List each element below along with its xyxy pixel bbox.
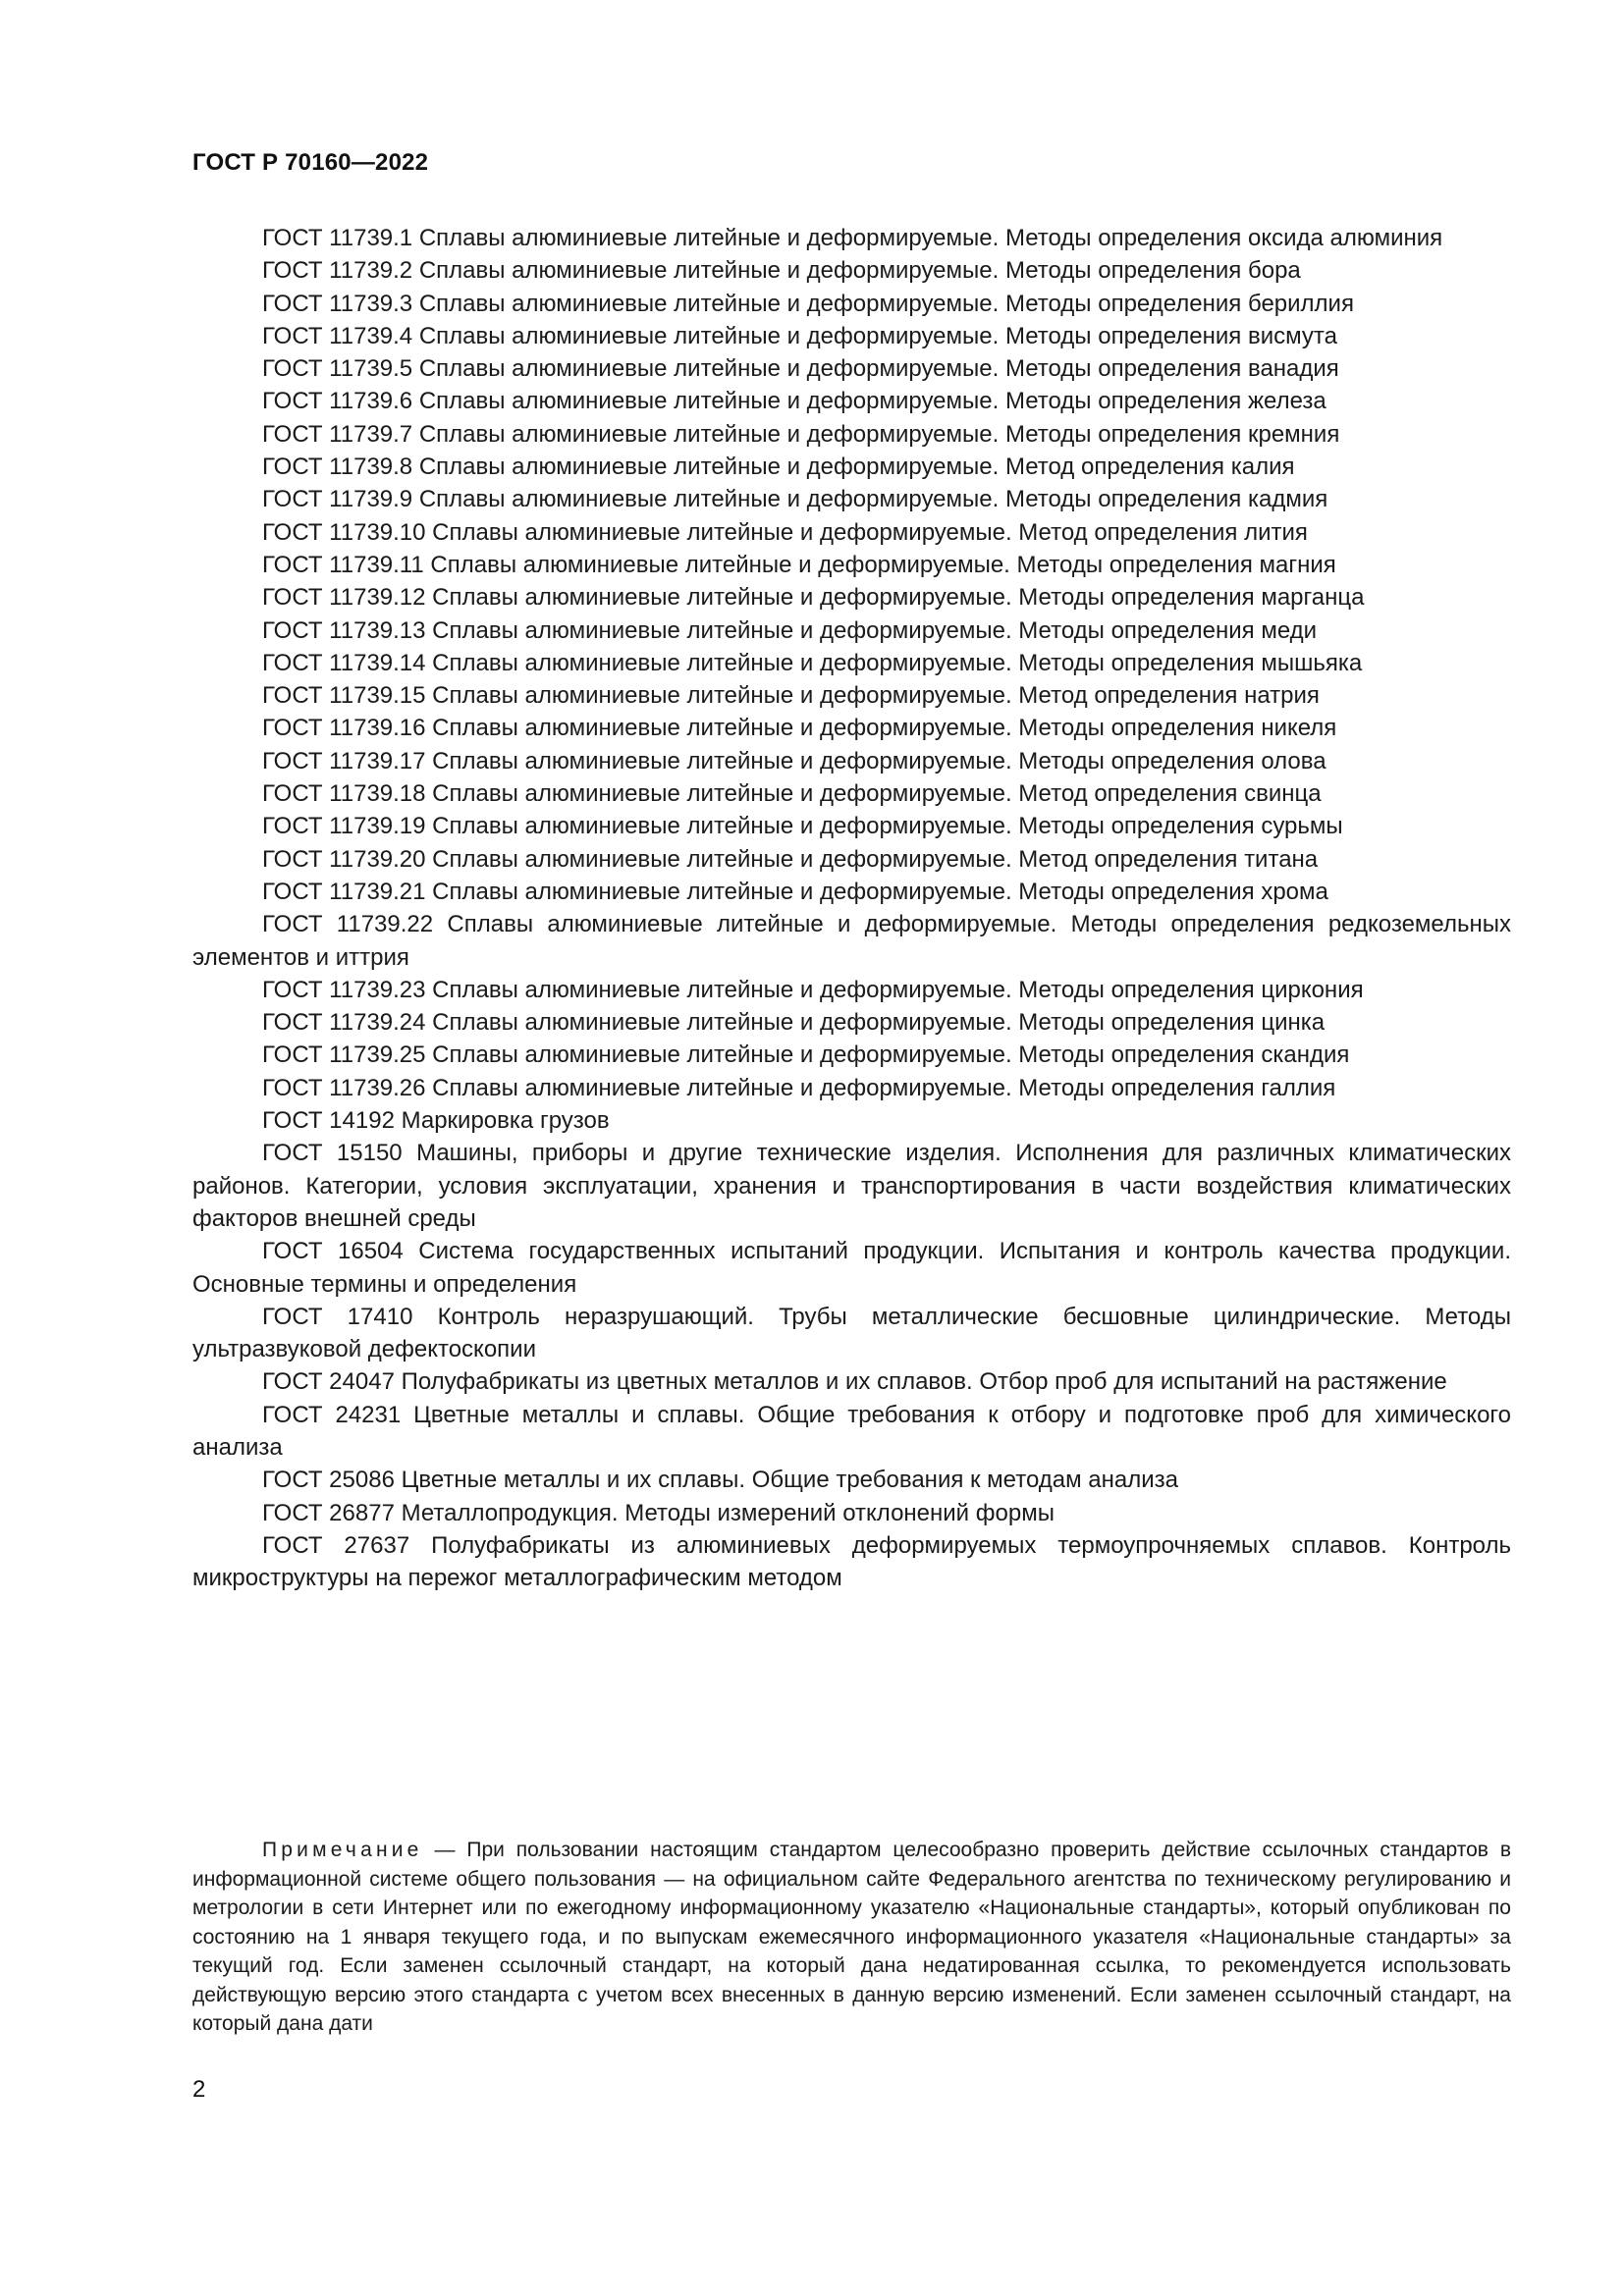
reference-item: ГОСТ 11739.9 Сплавы алюминиевые литейные и деформируемые. Методы определения кадмия xyxy=(262,486,1328,513)
reference-item: ГОСТ 11739.2 Сплавы алюминиевые литейные и деформируемые. Методы определения бора xyxy=(262,257,1301,285)
reference-item: ГОСТ 24047 Полуфабрикаты из цветных металлов и их сплавов. Отбор проб для испытаний на растяжение xyxy=(262,1368,1447,1396)
reference-item: ГОСТ 11739.7 Сплавы алюминиевые литейные и деформируемые. Методы определения кремния xyxy=(262,420,1340,448)
reference-item: ГОСТ 11739.25 Сплавы алюминиевые литейные и деформируемые. Методы определения скандия xyxy=(262,1041,1350,1069)
reference-item: ГОСТ 24231 Цветные металлы и сплавы. Общие требования к отбору и подготовке проб для химического анализа xyxy=(192,1401,1511,1461)
page-number: 2 xyxy=(192,2076,206,2103)
reference-item: ГОСТ 11739.14 Сплавы алюминиевые литейные и деформируемые. Методы определения мышьяка xyxy=(262,649,1363,676)
reference-item: ГОСТ 11739.17 Сплавы алюминиевые литейные и деформируемые. Методы определения олова xyxy=(262,747,1326,774)
reference-item: ГОСТ 25086 Цветные металлы и их сплавы. Общие требования к методам анализа xyxy=(262,1467,1178,1494)
reference-item: ГОСТ 11739.23 Сплавы алюминиевые литейные и деформируемые. Методы определения циркония xyxy=(262,976,1364,1003)
reference-item: ГОСТ 11739.10 Сплавы алюминиевые литейные и деформируемые. Метод определения лития xyxy=(262,518,1308,546)
reference-item: ГОСТ 11739.20 Сплавы алюминиевые литейные и деформируемые. Метод определения титана xyxy=(262,845,1319,873)
reference-item: ГОСТ 11739.6 Сплавы алюминиевые литейные и деформируемые. Методы определения железа xyxy=(262,388,1326,415)
document-code-header: ГОСТ Р 70160—2022 xyxy=(192,149,429,176)
reference-item: ГОСТ 11739.11 Сплавы алюминиевые литейные и деформируемые. Методы определения магния xyxy=(262,551,1336,578)
reference-item: ГОСТ 14192 Маркировка грузов xyxy=(262,1107,610,1135)
reference-item: ГОСТ 17410 Контроль неразрушающий. Трубы металлические бесшовные цилиндрические. Методы ультразвуковой дефектоскопии xyxy=(192,1303,1511,1363)
reference-item: ГОСТ 26877 Металлопродукция. Методы измерений отклонений формы xyxy=(262,1499,1055,1526)
reference-item: ГОСТ 11739.21 Сплавы алюминиевые литейные и деформируемые. Методы определения хрома xyxy=(262,878,1328,905)
reference-item: ГОСТ 11739.22 Сплавы алюминиевые литейные и деформируемые. Методы определения редкоземельных элементов и иттрия xyxy=(192,911,1511,971)
reference-item: ГОСТ 11739.5 Сплавы алюминиевые литейные и деформируемые. Методы определения ванадия xyxy=(262,355,1339,383)
note-paragraph xyxy=(192,1836,1511,2039)
reference-item: ГОСТ 11739.8 Сплавы алюминиевые литейные и деформируемые. Метод определения калия xyxy=(262,454,1295,481)
reference-item: ГОСТ 11739.12 Сплавы алюминиевые литейные и деформируемые. Методы определения марганца xyxy=(262,584,1365,612)
reference-item: ГОСТ 11739.1 Сплавы алюминиевые литейные и деформируемые. Методы определения оксида алюминия xyxy=(262,225,1443,251)
reference-item: ГОСТ 11739.16 Сплавы алюминиевые литейные и деформируемые. Методы определения никеля xyxy=(262,715,1337,742)
reference-item: ГОСТ 27637 Полуфабрикаты из алюминиевых деформируемых термоупрочняемых сплавов. Контроль микроструктуры на пережог металлографическим методом xyxy=(192,1531,1511,1592)
reference-item: ГОСТ 11739.19 Сплавы алюминиевые литейные и деформируемые. Методы определения сурьмы xyxy=(262,813,1343,840)
note-label: Примечание xyxy=(262,1839,423,1861)
normative-references-list xyxy=(192,222,1511,1594)
reference-item: ГОСТ 11739.4 Сплавы алюминиевые литейные и деформируемые. Методы определения висмута xyxy=(262,322,1337,349)
reference-item: ГОСТ 11739.3 Сплавы алюминиевые литейные и деформируемые. Методы определения бериллия xyxy=(262,290,1354,317)
reference-item: ГОСТ 16504 Система государственных испытаний продукции. Испытания и контроль качества продукции. Основные термины и определения xyxy=(192,1238,1511,1298)
reference-item: ГОСТ 11739.15 Сплавы алюминиевые литейные и деформируемые. Метод определения натрия xyxy=(262,682,1320,710)
reference-item: ГОСТ 11739.26 Сплавы алюминиевые литейные и деформируемые. Методы определения галлия xyxy=(262,1074,1336,1101)
reference-item: ГОСТ 15150 Машины, приборы и другие технические изделия. Исполнения для различных климатических районов. Категории, условия эксплуатации, хранения и транспортирования в части воздействия климатических факторов внешней среды xyxy=(192,1140,1511,1232)
note-text: — При пользовании настоящим стандартом целесообразно проверить действие ссылочных стандартов в информационной системе общего пользования — на официальном сайте Федерального агентства по техническому регулированию и метрологии в сети Интернет или по ежегодному информационному указателю «Национальные стандарты», который опубликован по состоянию на 1 января текущего года, и по выпускам ежемесячного информационного указателя «Национальные стандарты» за текущий год. Если заменен ссылочный стандарт, на который дана недатированная ссылка, то рекомендуется использовать действующую версию этого стандарта с учетом всех внесенных в данную версию изменений. Если заменен ссылочный стандарт, на который дана дати xyxy=(192,1839,1511,2035)
reference-item: ГОСТ 11739.18 Сплавы алюминиевые литейные и деформируемые. Метод определения свинца xyxy=(262,780,1322,808)
reference-item: ГОСТ 11739.24 Сплавы алюминиевые литейные и деформируемые. Методы определения цинка xyxy=(262,1009,1326,1037)
reference-item: ГОСТ 11739.13 Сплавы алюминиевые литейные и деформируемые. Методы определения меди xyxy=(262,616,1318,644)
